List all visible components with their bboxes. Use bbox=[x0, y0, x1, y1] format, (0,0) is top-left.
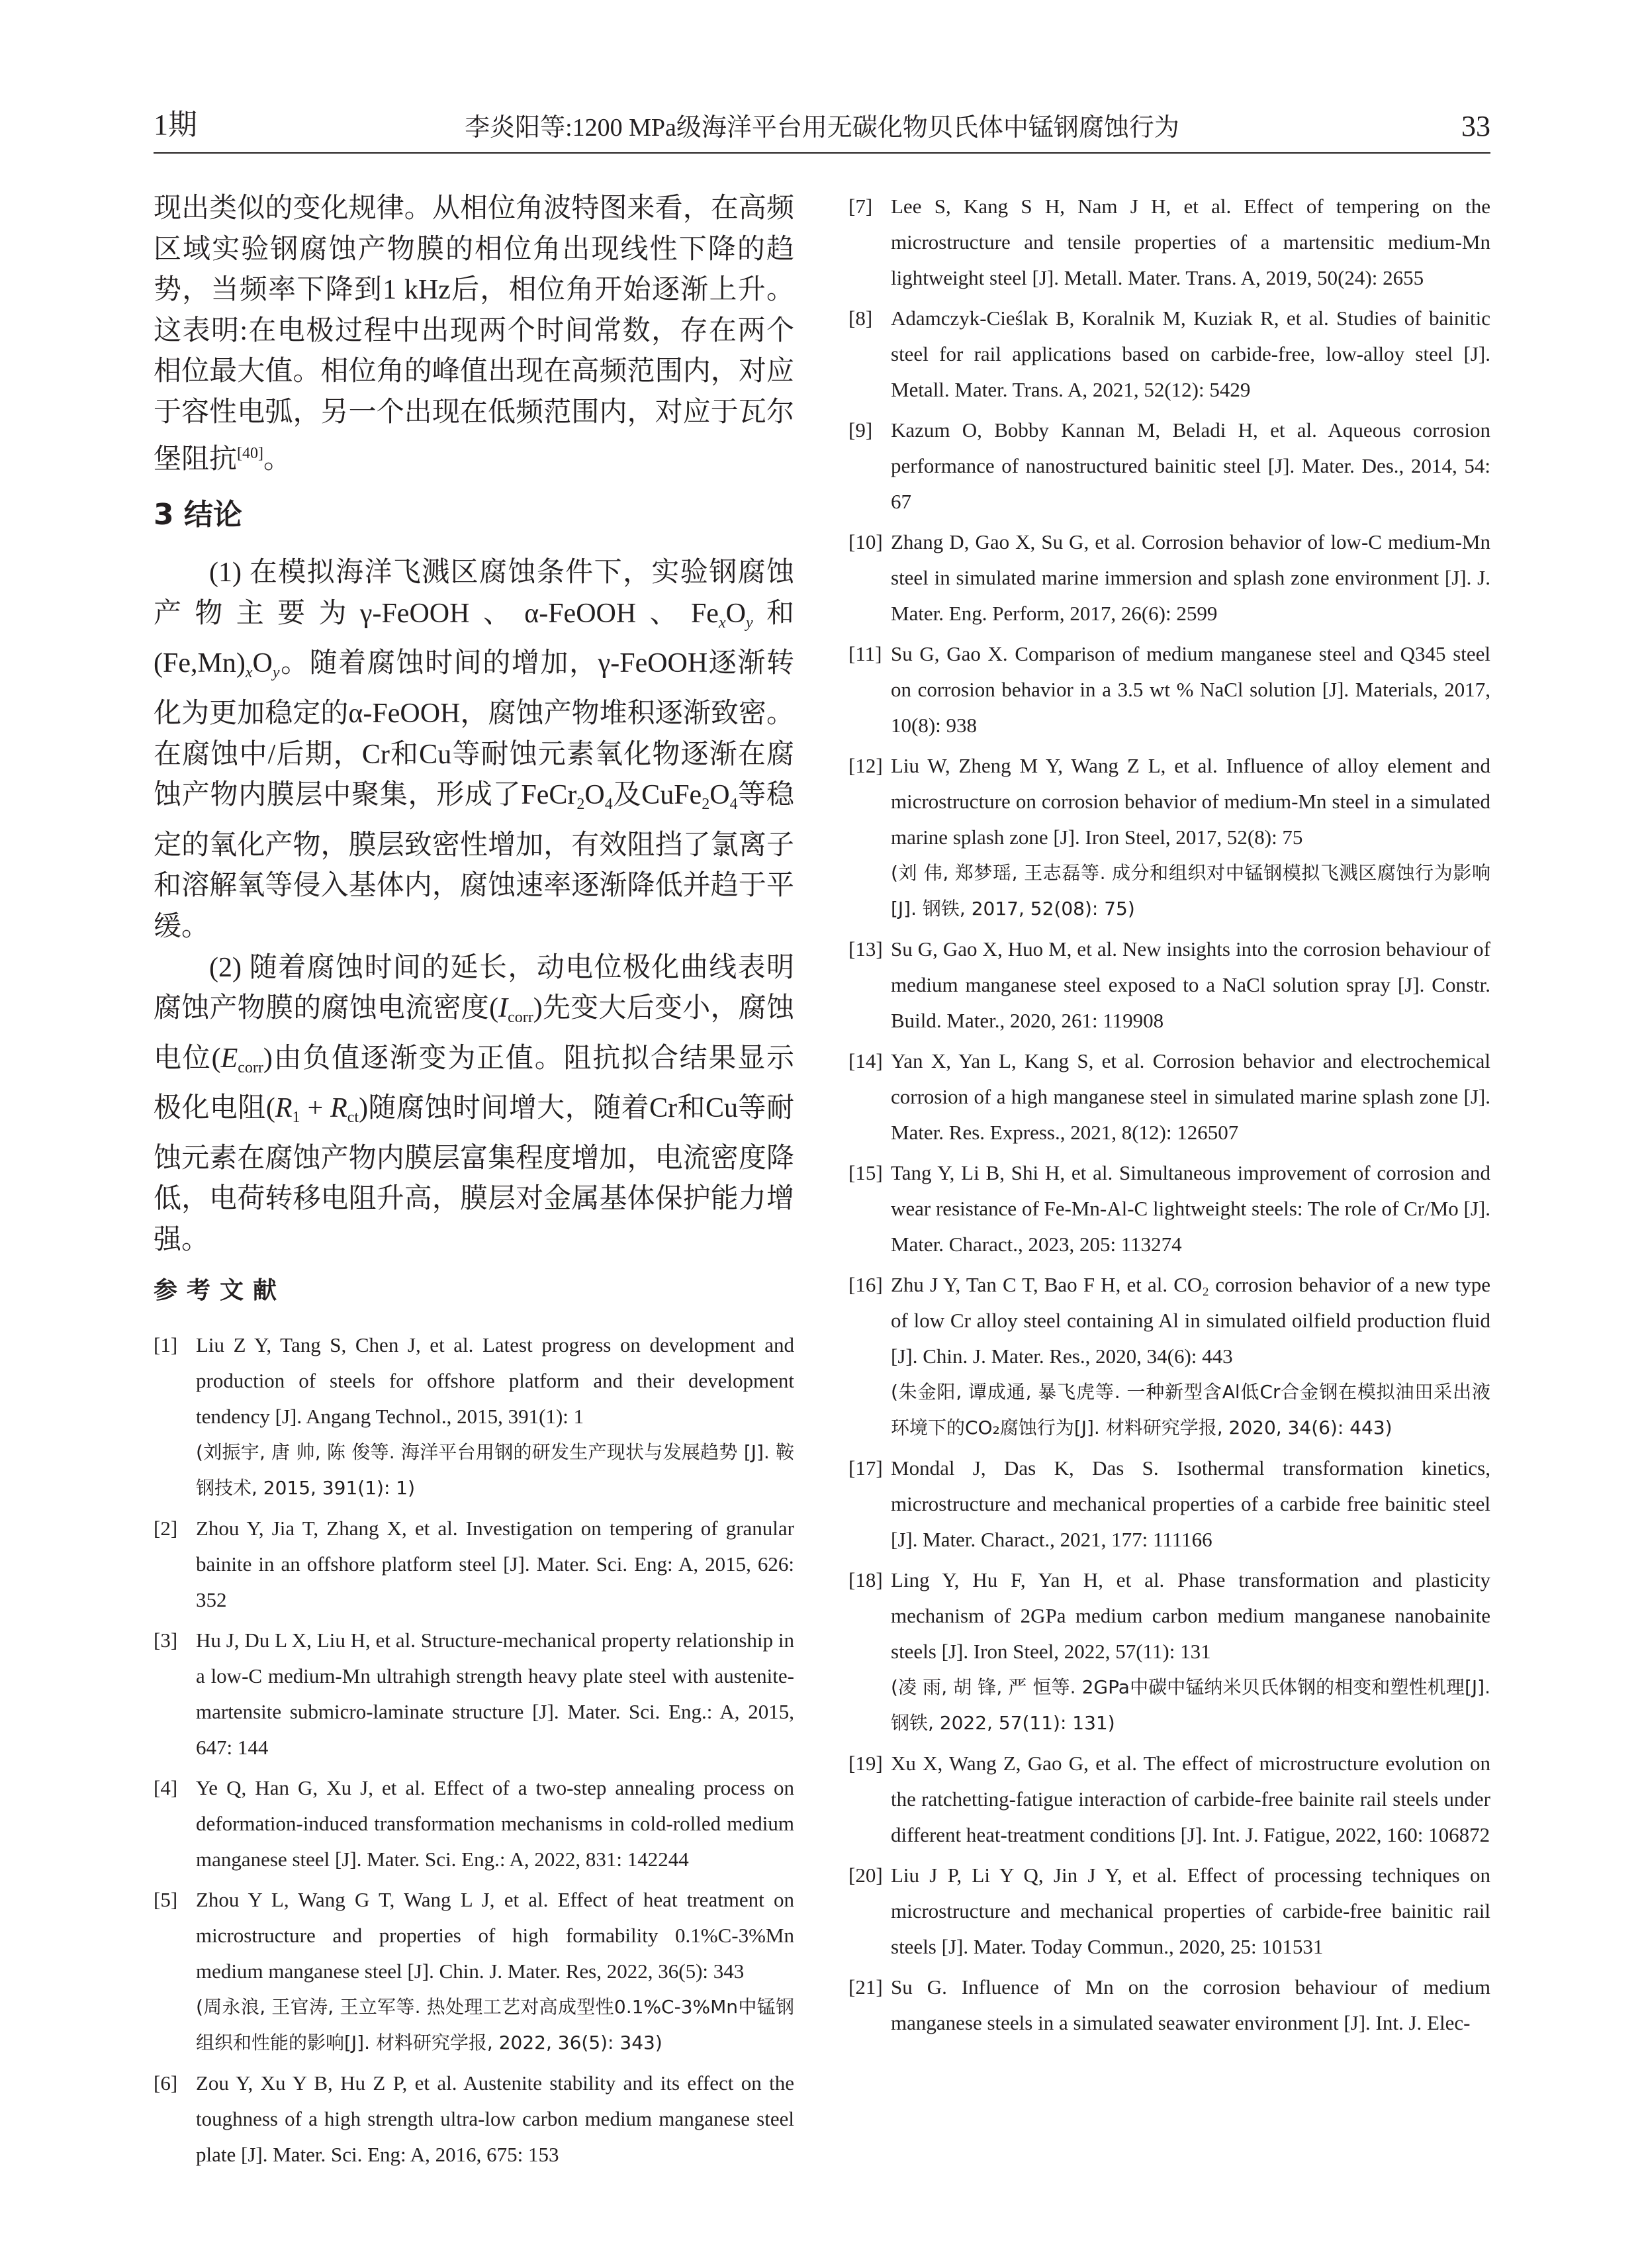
reference-text: Su G, Gao X, Huo M, et al. New insights into the corrosion behaviour of medium manganese steel exposed to a NaCl solution spray [J]. Constr. Build. Mater., 2020, 261: 119908 bbox=[891, 937, 1490, 1032]
reference-text: Zou Y, Xu Y B, Hu Z P, et al. Austenite stability and its effect on the toughness of a high strength ultra-low carbon medium manganese steel plate [J]. Mater. Sci. Eng: A, 2016, 675: 153 bbox=[196, 2071, 794, 2166]
reference-text: Zhou Y L, Wang G T, Wang L J, et al. Effect of heat treatment on microstructure and properties of high formability 0.1%C-3%Mn medium manganese steel [J]. Chin. J. Mater. Res, 2022, 36(5): 343 bbox=[196, 1887, 794, 1983]
reference-item bbox=[154, 1770, 794, 1877]
reference-number: [13] bbox=[848, 937, 883, 961]
reference-item bbox=[848, 931, 1490, 1039]
reference-number: [7] bbox=[848, 195, 873, 218]
conclusion-1: (1) 在模拟海洋飞溅区腐蚀条件下，实验钢腐蚀产物主要为γ-FeOOH、α-FeOOH、$Fe_xO_y$和$(Fe,Mn)_xO_y$。随着腐蚀时间的增加，γ-FeOOH逐渐转化为更加稳定的α-FeOOH，腐蚀产物堆积逐渐致密。在腐蚀中/后期，Cr和Cu等耐蚀元素氧化物逐渐在腐蚀产物内膜层中聚集，形成了$FeCr_2O_4$及$CuFe_2O_4$等稳定的氧化产物，膜层致密性增加，有效阻挡了氯离子和溶解氧等侵入基体内，腐蚀速率逐渐降低并趋于平缓。 bbox=[154, 557, 794, 942]
running-title: 李炎阳等:1200 MPa级海洋平台用无碳化物贝氏体中锰钢腐蚀行为 bbox=[465, 114, 1179, 142]
reference-item bbox=[848, 524, 1490, 632]
reference-item bbox=[848, 1450, 1490, 1558]
reference-text-chinese: (朱金阳, 谭成通, 暴飞虎等. 一种新型含Al低Cr合金钢在模拟油田采出液环境下的CO₂腐蚀行为[J]. 材料研究学报, 2020, 34(6): 443) bbox=[891, 1381, 1490, 1439]
reference-item bbox=[848, 1043, 1490, 1151]
section-heading: 3 结论 bbox=[154, 498, 242, 532]
right-column bbox=[848, 189, 1490, 2046]
reference-text: Su G. Influence of Mn on the corrosion behaviour of medium manganese steels in a simulated seawater environment [J]. Int. J. Elec- bbox=[891, 1975, 1490, 2034]
reference-text: Kazum O, Bobby Kannan M, Beladi H, et al. Aqueous corrosion performance of nanostructured bainitic steel [J]. Mater. Des., 2014, 54: 67 bbox=[891, 418, 1490, 513]
reference-text: Liu J P, Li Y Q, Jin J Y, et al. Effect of processing techniques on microstructure and mechanical properties of carbide-free bainitic rail steels [J]. Mater. Today Commun., 2020, 25: 101531 bbox=[891, 1864, 1490, 1958]
reference-item bbox=[848, 1969, 1490, 2041]
reference-text: Ye Q, Han G, Xu J, et al. Effect of a two-step annealing process on deformation-induced transformation mechanisms in cold-rolled medium manganese steel [J]. Mater. Sci. Eng.: A, 2022, 831: 142244 bbox=[196, 1775, 794, 1871]
reference-item bbox=[848, 1562, 1490, 1741]
reference-list-left bbox=[154, 1327, 794, 2173]
reference-number: [14] bbox=[848, 1049, 883, 1072]
intro-paragraph: 现出类似的变化规律。从相位角波特图来看，在高频区域实验钢腐蚀产物膜的相位角出现线性下降的趋势，当频率下降到1 kHz后，相位角开始逐渐上升。这表明:在电极过程中出现两个时间常数，存在两个相位最大值。相位角的峰值出现在高频范围内，对应于容性电弧，另一个出现在低频范围内，对应于瓦尔堡阻抗[40]。 bbox=[154, 193, 794, 475]
reference-number: [15] bbox=[848, 1161, 883, 1184]
reference-item bbox=[848, 1267, 1490, 1446]
reference-item bbox=[154, 1327, 794, 1506]
page-number: 33 bbox=[1461, 110, 1490, 142]
reference-text: Liu W, Zheng M Y, Wang Z L, et al. Influence of alloy element and microstructure on corrosion behavior of medium-Mn steel in a simulated marine splash zone [J]. Iron Steel, 2017, 52(8): 75 bbox=[891, 754, 1490, 849]
reference-text: Adamczyk-Cieślak B, Koralnik M, Kuziak R, et al. Studies of bainitic steel for rail applications based on carbide-free, low-alloy steel [J]. Metall. Mater. Trans. A, 2021, 52(12): 5429 bbox=[891, 307, 1490, 401]
reference-number: [3] bbox=[154, 1628, 178, 1652]
citation: [40] bbox=[237, 444, 263, 462]
reference-text-chinese: (刘 伟, 郑梦瑶, 王志磊等. 成分和组织对中锰钢模拟飞溅区腐蚀行为影响 [J]. 钢铁, 2017, 52(08): 75) bbox=[891, 862, 1490, 920]
reference-number: [19] bbox=[848, 1752, 883, 1775]
reference-item bbox=[154, 1511, 794, 1618]
reference-number: [5] bbox=[154, 1887, 178, 1911]
issue-label: 1期 bbox=[154, 109, 197, 141]
reference-number: [2] bbox=[154, 1516, 178, 1540]
reference-number: [12] bbox=[848, 754, 883, 777]
reference-number: [10] bbox=[848, 530, 883, 553]
reference-item bbox=[154, 1882, 794, 2061]
reference-number: [4] bbox=[154, 1775, 178, 1799]
reference-number: [20] bbox=[848, 1864, 883, 1887]
reference-item bbox=[848, 748, 1490, 927]
reference-number: [9] bbox=[848, 418, 873, 442]
reference-item bbox=[848, 189, 1490, 296]
reference-item bbox=[848, 1155, 1490, 1262]
reference-text: Xu X, Wang Z, Gao G, et al. The effect of microstructure evolution on the ratchetting-fatigue interaction of carbide-free bainite rail steels under different heat-treatment conditions [J]. Int. J. Fatigue, 2022, 160: 106872 bbox=[891, 1752, 1490, 1846]
reference-text: Liu Z Y, Tang S, Chen J, et al. Latest progress on development and production of steels for offshore platform and their development tendency [J]. Angang Technol., 2015, 391(1): 1 bbox=[196, 1333, 794, 1428]
reference-number: [18] bbox=[848, 1568, 883, 1591]
reference-text: Yan X, Yan L, Kang S, et al. Corrosion behavior and electrochemical corrosion of a high manganese steel in simulated marine splash zone [J]. Mater. Res. Express., 2021, 8(12): 126507 bbox=[891, 1049, 1490, 1144]
reference-item bbox=[154, 2065, 794, 2173]
reference-text: Hu J, Du L X, Liu H, et al. Structure-mechanical property relationship in a low-C medium-Mn ultrahigh strength heavy plate steel with austenite-martensite submicro-laminate structure [J]. Mater. Sci. Eng.: A, 2015, 647: 144 bbox=[196, 1628, 794, 1759]
reference-number: [6] bbox=[154, 2071, 178, 2095]
left-column bbox=[154, 189, 794, 2177]
reference-text: Su G, Gao X. Comparison of medium manganese steel and Q345 steel on corrosion behavior in a 3.5 wt % NaCl solution [J]. Materials, 2017, 10(8): 938 bbox=[891, 642, 1490, 737]
reference-text-chinese: (刘振宇, 唐 帅, 陈 俊等. 海洋平台用钢的研发生产现状与发展趋势 [J]. 鞍钢技术, 2015, 391(1): 1) bbox=[196, 1441, 794, 1499]
reference-item bbox=[848, 1746, 1490, 1853]
reference-number: [8] bbox=[848, 307, 873, 330]
reference-number: [1] bbox=[154, 1333, 178, 1356]
reference-text: Zhu J Y, Tan C T, Bao F H, et al. CO₂ corrosion behavior of a new type of low Cr alloy steel containing Al in simulated oilfield production fluid [J]. Chin. J. Mater. Res., 2020, 34(6): 443 bbox=[891, 1273, 1490, 1368]
reference-number: [11] bbox=[848, 642, 882, 665]
reference-text: Mondal J, Das K, Das S. Isothermal transformation kinetics, microstructure and mechanical properties of a carbide free bainitic steel [J]. Mater. Charact., 2021, 177: 111166 bbox=[891, 1456, 1490, 1551]
running-header bbox=[154, 106, 1490, 154]
references-heading: 参考文献 bbox=[154, 1276, 287, 1304]
reference-text-chinese: (凌 雨, 胡 锋, 严 恒等. 2GPa中碳中锰纳米贝氏体钢的相变和塑性机理[J]. 钢铁, 2022, 57(11): 131) bbox=[891, 1676, 1490, 1734]
reference-item bbox=[848, 636, 1490, 743]
reference-text: Lee S, Kang S H, Nam J H, et al. Effect of tempering on the microstructure and tensile properties of a martensitic medium-Mn lightweight steel [J]. Metall. Mater. Trans. A, 2019, 50(24): 2655 bbox=[891, 195, 1490, 289]
reference-text: Tang Y, Li B, Shi H, et al. Simultaneous improvement of corrosion and wear resistance of Fe-Mn-Al-C lightweight steels: The role of Cr/Mo [J]. Mater. Charact., 2023, 205: 113274 bbox=[891, 1161, 1490, 1256]
reference-item bbox=[848, 301, 1490, 408]
reference-number: [17] bbox=[848, 1456, 883, 1480]
reference-list-right bbox=[848, 189, 1490, 2041]
reference-item bbox=[154, 1623, 794, 1766]
reference-item bbox=[848, 412, 1490, 520]
reference-number: [21] bbox=[848, 1975, 883, 1999]
reference-number: [16] bbox=[848, 1273, 883, 1296]
reference-text: Ling Y, Hu F, Yan H, et al. Phase transformation and plasticity mechanism of 2GPa medium carbon medium manganese nanobainite steels [J]. Iron Steel, 2022, 57(11): 131 bbox=[891, 1568, 1490, 1663]
reference-item bbox=[848, 1858, 1490, 1965]
reference-text: Zhang D, Gao X, Su G, et al. Corrosion behavior of low-C medium-Mn steel in simulated marine immersion and splash zone environment [J]. J. Mater. Eng. Perform, 2017, 26(6): 2599 bbox=[891, 530, 1490, 625]
reference-text-chinese: (周永浪, 王官涛, 王立军等. 热处理工艺对高成型性0.1%C-3%Mn中锰钢组织和性能的影响[J]. 材料研究学报, 2022, 36(5): 343) bbox=[196, 1995, 794, 2054]
conclusion-2: (2) 随着腐蚀时间的延长，动电位极化曲线表明腐蚀产物膜的腐蚀电流密度$(I_{corr})$先变大后变小，腐蚀电位$(E_{corr})$由负值逐渐变为正值。阻抗拟合结果显示极化电阻$(R_1 + R_{ct})$随腐蚀时间增大，随着Cr和Cu等耐蚀元素在腐蚀产物内膜层富集程度增加，电流密度降低，电荷转移电阻升高，膜层对金属基体保护能力增强。 bbox=[154, 952, 794, 1256]
reference-text: Zhou Y, Jia T, Zhang X, et al. Investigation on tempering of granular bainite in an offshore platform steel [J]. Mater. Sci. Eng: A, 2015, 626: 352 bbox=[196, 1516, 794, 1611]
